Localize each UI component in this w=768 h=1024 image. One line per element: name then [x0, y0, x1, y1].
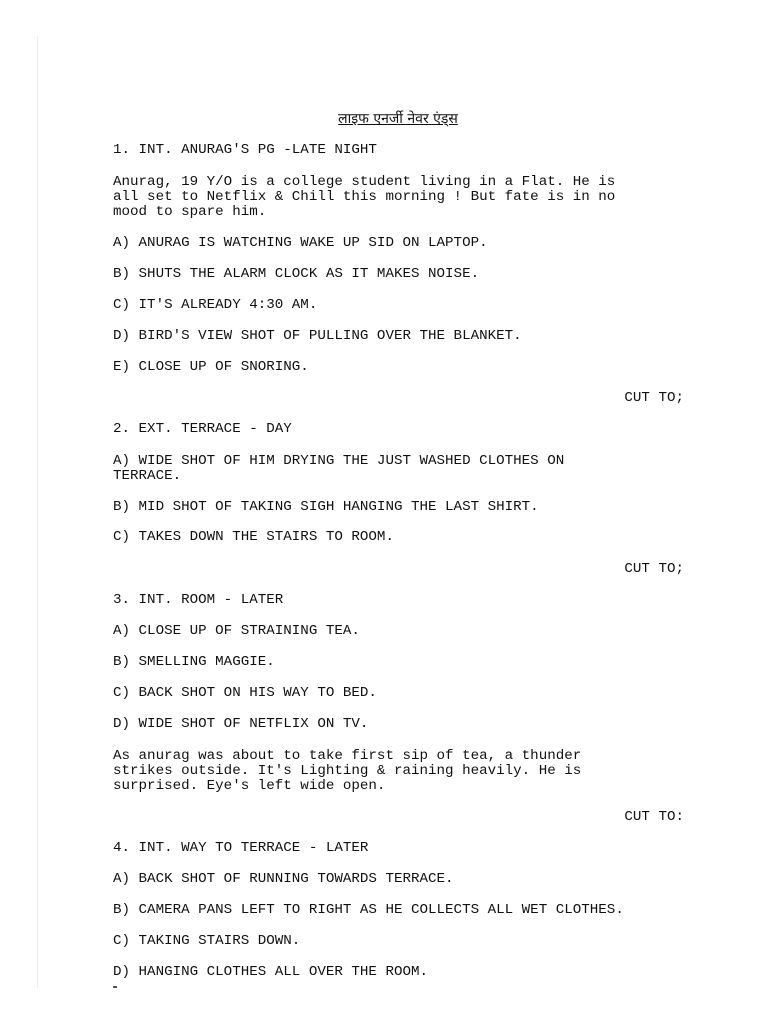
- scene-3-shot-b: B) SMELLING MAGGIE.: [113, 654, 275, 670]
- scene-4-shot-b: B) CAMERA PANS LEFT TO RIGHT AS HE COLLECTS ALL WET CLOTHES.: [113, 902, 624, 918]
- scene-4-heading: 4. INT. WAY TO TERRACE - LATER: [113, 840, 369, 856]
- scene-1-description-line: mood to spare him.: [113, 204, 267, 220]
- scene-1-transition: CUT TO;: [624, 390, 684, 406]
- scene-3-description-line: As anurag was about to take first sip of tea, a thunder: [113, 748, 582, 764]
- scene-1-shot-e: E) CLOSE UP OF SNORING.: [113, 359, 309, 375]
- scene-4-shot-c: C) TAKING STAIRS DOWN.: [113, 933, 301, 949]
- scene-4-shot-a: A) BACK SHOT OF RUNNING TOWARDS TERRACE.: [113, 871, 454, 887]
- scene-1-shot-d: D) BIRD'S VIEW SHOT OF PULLING OVER THE BLANKET.: [113, 328, 522, 344]
- scene-3-shot-a: A) CLOSE UP OF STRAINING TEA.: [113, 623, 360, 639]
- script-title: लाइफ एनर्जी नेवर एंड्स: [338, 111, 458, 127]
- scene-2-shot-a: [113, 454, 673, 484]
- scene-2-shot-c: C) TAKES DOWN THE STAIRS TO ROOM.: [113, 529, 394, 545]
- scene-2-heading: 2. EXT. TERRACE - DAY: [113, 421, 292, 437]
- scene-1-description: [113, 175, 673, 220]
- scene-3-shot-c: C) BACK SHOT ON HIS WAY TO BED.: [113, 685, 377, 701]
- scene-2-shot-a-line: TERRACE.: [113, 468, 182, 484]
- cut-off-text-fragment: [113, 986, 117, 988]
- scene-3-heading: 3. INT. ROOM - LATER: [113, 592, 284, 608]
- scene-1-description-line: all set to Netflix & Chill this morning ! But fate is in no: [113, 189, 616, 205]
- scene-3-description: [113, 749, 673, 794]
- page-left-edge: [37, 36, 38, 988]
- scene-1-shot-c: C) IT'S ALREADY 4:30 AM.: [113, 297, 318, 313]
- scene-2-transition: CUT TO;: [624, 561, 684, 577]
- scene-3-shot-d: D) WIDE SHOT OF NETFLIX ON TV.: [113, 716, 369, 732]
- scene-3-description-line: strikes outside. It's Lighting & raining heavily. He is: [113, 763, 582, 779]
- scene-2-shot-b: B) MID SHOT OF TAKING SIGH HANGING THE LAST SHIRT.: [113, 499, 539, 515]
- scene-2-shot-a-line: A) WIDE SHOT OF HIM DRYING THE JUST WASHED CLOTHES ON: [113, 453, 565, 469]
- scene-3-transition: CUT TO:: [624, 809, 684, 825]
- scene-1-description-line: Anurag, 19 Y/O is a college student living in a Flat. He is: [113, 174, 616, 190]
- scene-3-description-line: surprised. Eye's left wide open.: [113, 778, 386, 794]
- scene-1-shot-a: A) ANURAG IS WATCHING WAKE UP SID ON LAPTOP.: [113, 235, 488, 251]
- scene-1-heading: 1. INT. ANURAG'S PG -LATE NIGHT: [113, 142, 377, 158]
- scene-4-shot-d: D) HANGING CLOTHES ALL OVER THE ROOM.: [113, 964, 429, 980]
- scene-1-shot-b: B) SHUTS THE ALARM CLOCK AS IT MAKES NOISE.: [113, 266, 480, 282]
